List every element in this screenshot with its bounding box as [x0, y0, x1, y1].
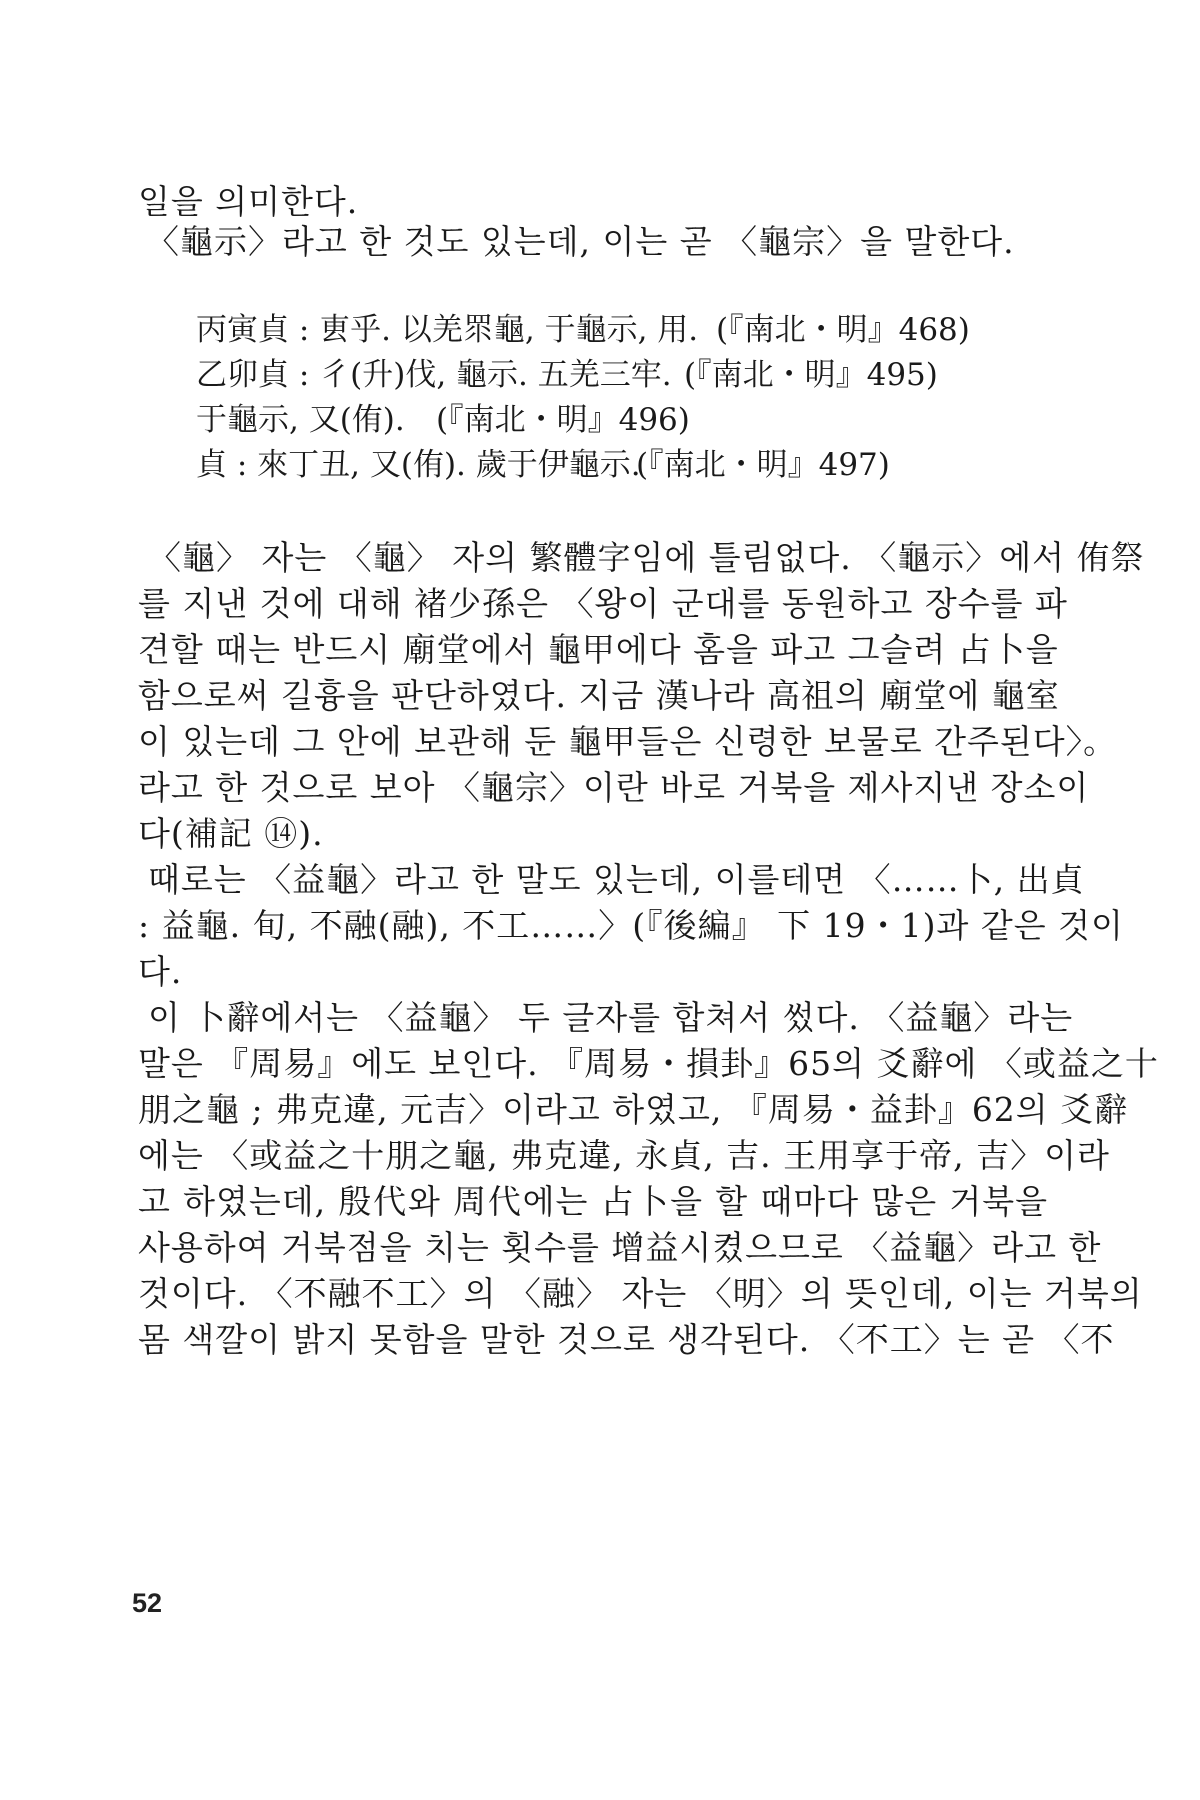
body-line-9: : 益龜. 旬, 不融(融), 不工……〉(『後編』 下 19・1)과 같은 것이: [138, 906, 1124, 945]
body-line-3: 견할 때는 반드시 廟堂에서 龜甲에다 홈을 파고 그슬려 占卜을: [138, 630, 1059, 669]
citation-3: [196, 400, 1046, 440]
citation-text: 于龜示, 又(侑).: [196, 402, 405, 438]
citation-text: 乙卯貞 : 彳(升)伐, 龜示. 五羌三牢.: [196, 357, 672, 393]
body-line-4: 함으로써 길흉을 판단하였다. 지금 漢나라 高祖의 廟堂에 龜室: [138, 676, 1060, 715]
page-number: 52: [132, 1588, 163, 1618]
intro-line-2: 〈龜示〉라고 한 것도 있는데, 이는 곧 〈龜宗〉을 말한다.: [146, 222, 1015, 261]
citation-text: 貞 : 來丁丑, 又(侑). 歲于伊龜示.: [196, 447, 641, 483]
body-line-6: 라고 한 것으로 보아 〈龜宗〉이란 바로 거북을 제사지낸 장소이: [138, 768, 1090, 807]
body-line-8: 때로는 〈益龜〉라고 한 말도 있는데, 이를테면 〈……卜, 出貞: [148, 860, 1085, 899]
intro-line-1: 일을 의미한다.: [138, 182, 359, 221]
body-line-5: 이 있는데 그 안에 보관해 둔 龜甲들은 신령한 보물로 간주된다〉。: [138, 722, 1118, 761]
body-line-7: 다(補記 ⑭).: [138, 814, 324, 853]
body-line-12: 말은 『周易』에도 보인다. 『周易・損卦』65의 爻辭에 〈或益之十: [138, 1044, 1159, 1083]
citation-source: (『南北・明』497): [636, 447, 890, 483]
body-line-15: 고 하였는데, 殷代와 周代에는 占卜을 할 때마다 많은 거북을: [138, 1182, 1048, 1221]
citation-1: [196, 310, 1046, 350]
body-line-17: 것이다. 〈不融不工〉의 〈融〉 자는 〈明〉의 뜻인데, 이는 거북의: [138, 1274, 1143, 1313]
body-line-14: 에는 〈或益之十朋之龜, 弗克違, 永貞, 吉. 王用享于帝, 吉〉이라: [138, 1136, 1110, 1175]
body-line-11: 이 卜辭에서는 〈益龜〉 두 글자를 합쳐서 썼다. 〈益龜〉라는: [148, 998, 1074, 1037]
body-line-2: 를 지낸 것에 대해 褚少孫은 〈왕이 군대를 동원하고 장수를 파: [138, 584, 1068, 623]
citation-source: (『南北・明』468): [716, 312, 970, 348]
citation-4: [196, 445, 1046, 485]
body-line-1: 〈龜〉 자는 〈龜〉 자의 繁體字임에 틀림없다. 〈龜示〉에서 侑祭: [148, 538, 1145, 577]
citation-source: (『南北・明』495): [684, 357, 938, 393]
citation-text: 丙寅貞 : 叀乎. 以羌眔龜, 于龜示, 用.: [196, 312, 699, 348]
citation-source: (『南北・明』496): [436, 402, 690, 438]
body-line-10: 다.: [138, 952, 183, 991]
citation-2: [196, 355, 1046, 395]
body-line-16: 사용하여 거북점을 치는 횟수를 增益시켰으므로 〈益龜〉라고 한: [138, 1228, 1102, 1267]
body-line-13: 朋之龜 ; 弗克違, 元吉〉이라고 하였고, 『周易・益卦』62의 爻辭: [138, 1090, 1129, 1129]
body-line-18: 몸 색깔이 밝지 못함을 말한 것으로 생각된다. 〈不工〉는 곧 〈不: [138, 1320, 1115, 1359]
